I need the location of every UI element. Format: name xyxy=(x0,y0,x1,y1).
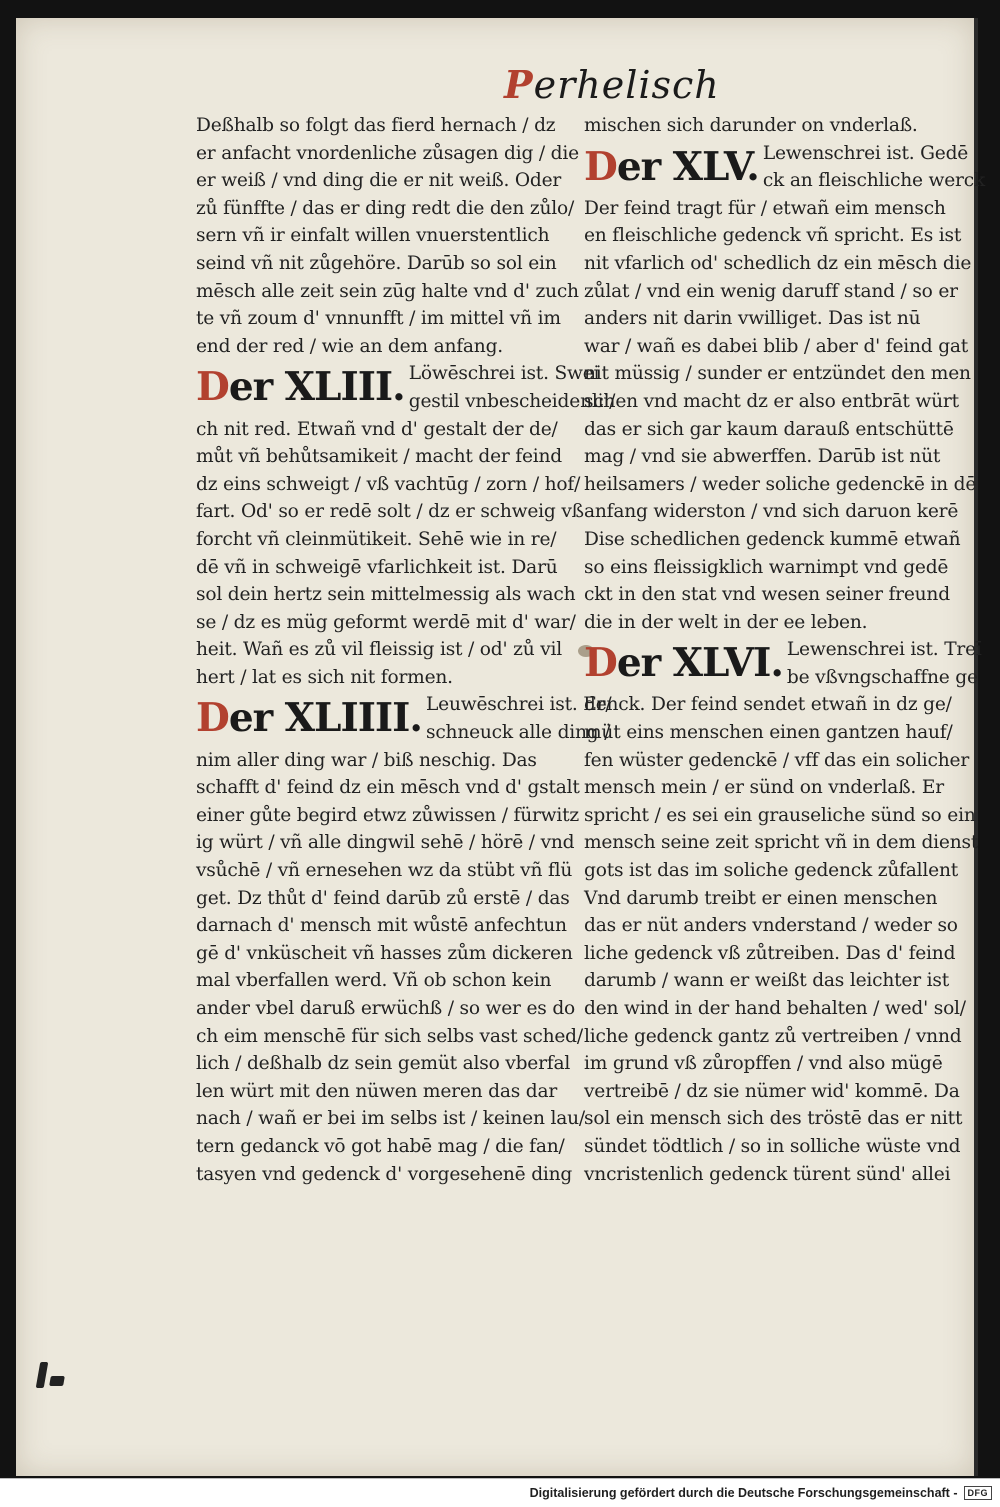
text-line: das er sich gar kaum darauß entschüttē xyxy=(584,418,954,440)
text-line: mēsch alle zeit sein zūg halte vnd d' zuch xyxy=(196,280,579,302)
chapter-heading-text: er XLVI. xyxy=(616,640,783,687)
text-line: Deßhalb so folgt das fierd hernach / dz xyxy=(196,115,556,136)
text-line: mag / vnd sie abwerffen. Darūb ist nüt xyxy=(584,446,941,468)
text-line: Lewenschrei ist. Treī xyxy=(786,639,982,661)
text-line: so eins fleissigklich warnimpt vnd gedē xyxy=(584,556,949,578)
text-line: Dise schedlichen gedenck kummē etwañ xyxy=(584,528,961,550)
chapter-heading-text: er XLIIII. xyxy=(228,695,422,742)
text-line: ander vbel daruß erwüchß / so wer es do xyxy=(196,998,576,1019)
text-line: die in der welt in der ee leben. xyxy=(584,611,868,633)
running-header-initial: P xyxy=(504,62,534,107)
text-line: er weiß / vnd ding die er nit weiß. Oder xyxy=(196,170,562,192)
text-line: liche gedenck gantz zů vertreiben / vnnd xyxy=(584,1025,962,1047)
text-line: spricht / es sei ein grauseliche sünd so ein xyxy=(584,804,976,826)
section-xlvi xyxy=(584,636,982,1188)
text-line: müt eins menschen einen gantzen hauf/ xyxy=(584,722,953,744)
text-line: mischen sich darunder on vnderlaß. xyxy=(584,115,918,136)
text-line: nit müssig / sunder er entzündet den men xyxy=(584,363,971,385)
text-line: den wind in der hand behalten / wed' sol/ xyxy=(584,998,966,1019)
heading-side-lines xyxy=(426,691,612,746)
chapter-heading-text: er XLV. xyxy=(616,143,759,190)
heading-side-lines xyxy=(786,636,982,691)
chapter-heading xyxy=(196,691,426,745)
scan-edge-mark xyxy=(49,1376,65,1386)
text-line: schneuck alle ding / xyxy=(426,722,611,744)
left-intro xyxy=(196,112,579,360)
text-line: be vßvngschaffne ge xyxy=(786,666,978,688)
text-line: anders nit darin vwilliget. Das ist nū xyxy=(584,308,921,330)
text-line: heilsamers / weder soliche gedenckē in dē xyxy=(584,473,977,495)
text-line: darnach d' mensch mit wůstē anfechtun xyxy=(196,915,567,937)
text-line: forcht vñ cleinmütikeit. Sehē wie in re/ xyxy=(196,528,557,550)
text-line: ck an fleischliche werck xyxy=(762,170,986,192)
text-line: len würt mit den nüwen meren das dar xyxy=(196,1080,558,1102)
text-line: sol ein mensch sich des tröstē das er nitt xyxy=(584,1108,963,1130)
text-line: tasyen vnd gedenck d' vorgesehenē ding xyxy=(196,1163,573,1185)
text-line: er anfacht vnordenliche zůsagen dig / die xyxy=(196,142,579,164)
text-line: seind vñ nit zůgehöre. Darūb so sol ein xyxy=(196,252,557,274)
text-line: dz eins schweigt / vß vachtūg / zorn / hof/ xyxy=(196,473,581,495)
text-line: sol dein hertz sein mittelmessig als wach xyxy=(196,584,576,606)
running-header-text: erhelisch xyxy=(533,63,720,107)
chapter-heading-initial: D xyxy=(584,640,617,687)
text-line: ch nit red. Etwañ vnd d' gestalt der de/ xyxy=(196,418,558,440)
text-line: end der red / wie an dem anfang. xyxy=(196,335,503,357)
text-line: mensch seine zeit spricht vñ in dem dienst xyxy=(584,832,979,854)
text-line: war / wañ es dabei blib / aber d' feind gat xyxy=(584,335,969,357)
text-line: lich / deßhalb dz sein gemüt also vberfal xyxy=(196,1053,571,1075)
section-xlv xyxy=(584,140,986,637)
text-line: liche gedenck vß zůtreiben. Das d' feind xyxy=(584,942,956,964)
text-line: mensch mein / er sünd on vnderlaß. Er xyxy=(584,777,944,799)
section-heading-row xyxy=(196,360,616,415)
text-line: Lewenschrei ist. Gedē xyxy=(762,142,969,164)
text-line: nach / wañ er bei im selbs ist / keinen lau/ xyxy=(196,1108,585,1130)
text-line: fen wüster gedenckē / vff das ein solicher xyxy=(584,749,970,771)
text-line: te vñ zoum d' vnnunfft / im mittel vñ im xyxy=(196,308,561,330)
text-line: ig würt / vñ alle dingwil sehē / hörē / vnd xyxy=(196,832,575,854)
heading-side-lines xyxy=(408,360,616,415)
text-line: gestil vnbescheidenlii/ xyxy=(408,390,616,412)
footer-bar xyxy=(0,1478,1000,1507)
text-line: sern vñ ir einfalt willen vnuerstentlich xyxy=(196,225,550,247)
heading-side-lines xyxy=(762,140,986,195)
chapter-heading xyxy=(584,140,763,194)
text-line: gē d' vnküscheit vñ hasses zům dickeren xyxy=(196,942,573,964)
text-line: tern gedanck vō got habē mag / die fan/ xyxy=(196,1135,565,1157)
text-line: das er nüt anders vnderstand / weder so xyxy=(584,915,958,937)
chapter-heading-initial: D xyxy=(196,695,229,742)
text-line: darumb / wann er weißt das leichter ist xyxy=(584,970,949,992)
text-line: hert / lat es sich nit formen. xyxy=(196,666,453,688)
section-heading-row xyxy=(584,636,982,691)
chapter-heading-text: er XLIII. xyxy=(228,364,405,411)
section-heading-row xyxy=(584,140,986,195)
text-line: en fleischliche gedenck vñ spricht. Es ist xyxy=(584,225,962,247)
text-line: Vnd darumb treibt er einen menschen xyxy=(584,887,938,909)
footer-funding-text: Digitalisierung gefördert durch die Deutsche Forschungsgemeinschaft - xyxy=(529,1486,958,1500)
right-column xyxy=(584,112,986,1188)
text-line: dē vñ in schweigē vfarlichkeit ist. Darū xyxy=(196,556,558,578)
section-xliiii xyxy=(196,691,612,1188)
text-line: ckt in den stat vnd wesen seiner freund xyxy=(584,584,950,606)
dfg-logo-icon[interactable]: DFG xyxy=(964,1486,993,1500)
text-line: schafft d' feind dz ein mēsch vnd d' gstalt xyxy=(196,777,580,799)
section-xliii xyxy=(196,360,616,691)
left-column xyxy=(196,112,616,1188)
text-line: vertreibē / dz sie nümer wid' kommē. Da xyxy=(584,1080,960,1102)
text-line: denck. Der feind sendet etwañ in dz ge/ xyxy=(584,694,952,716)
text-line: nit vfarlich od' schedlich dz ein mēsch die xyxy=(584,252,972,274)
text-line: Löwēschrei ist. Swei xyxy=(408,363,600,385)
text-line: mal vberfallen werd. Vñ ob schon kein xyxy=(196,970,552,992)
text-line: můt vñ behůtsamikeit / macht der feind xyxy=(196,446,562,468)
text-line: sündet tödtlich / so in solliche wüste vnd xyxy=(584,1135,961,1157)
running-header xyxy=(504,62,720,107)
chapter-heading xyxy=(584,636,787,690)
text-line: vncristenlich gedenck türent sünd' allei xyxy=(584,1163,951,1185)
chapter-heading-initial: D xyxy=(196,364,229,411)
section-heading-row xyxy=(196,691,612,746)
text-line: get. Dz thůt d' feind darūb zů erstē / das xyxy=(196,887,570,909)
text-line: vsůchē / vñ ernesehen wz da stübt vñ flü xyxy=(196,860,573,882)
text-line: heit. Wañ es zů vil fleissig ist / od' zů vil xyxy=(196,639,562,661)
text-line: Leuwēschrei ist. Er/ xyxy=(426,694,612,716)
text-line: ch eim menschē für sich selbs vast sched/ xyxy=(196,1025,583,1047)
text-line: fart. Od' so er redē solt / dz er schweig vß xyxy=(196,501,584,523)
chapter-heading xyxy=(196,360,409,414)
text-line: se / dz es müg geformt werdē mit d' war/ xyxy=(196,611,576,633)
text-line: anfang widerston / vnd sich daruon kerē xyxy=(584,501,959,523)
text-line: zůlat / vnd ein wenig daruff stand / so er xyxy=(584,280,958,302)
text-line: nim aller ding war / biß neschig. Das xyxy=(196,749,537,771)
text-line: gots ist das im soliche gedenck zůfallent xyxy=(584,860,959,882)
text-line: Der feind tragt für / etwañ eim mensch xyxy=(584,197,946,219)
text-line: zů fünffte / das er ding redt die den zůlo/ xyxy=(196,197,575,219)
chapter-heading-initial: D xyxy=(584,143,617,190)
text-line: im grund vß zůropffen / vnd also mügē xyxy=(584,1053,943,1075)
text-line: einer gůte begird etwz zůwissen / fürwitz xyxy=(196,804,580,826)
text-line: schen vnd macht dz er also entbrāt würt xyxy=(584,390,959,412)
